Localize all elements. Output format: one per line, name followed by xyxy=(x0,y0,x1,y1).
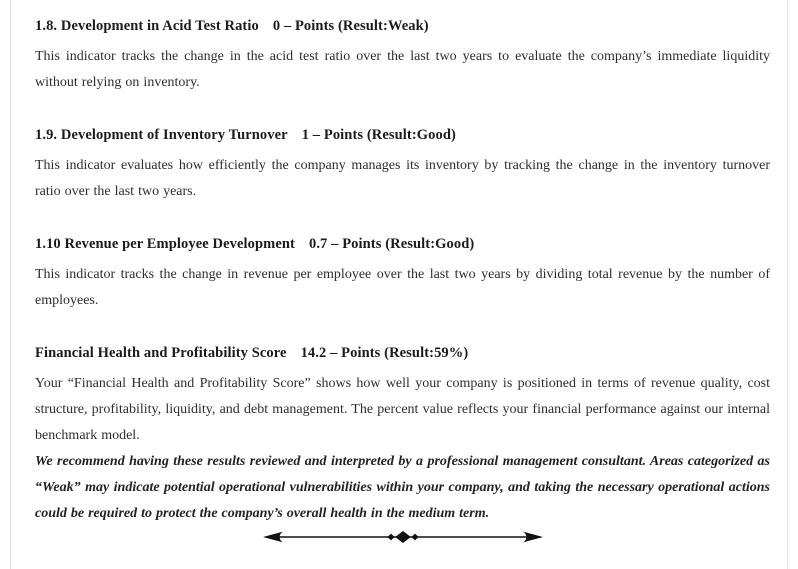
section-financial-health-score xyxy=(35,340,770,449)
section-title: 1.10 Revenue per Employee Development xyxy=(35,236,295,252)
section-title: 1.9. Development of Inventory Turnover xyxy=(35,127,288,143)
section-revenue-per-employee xyxy=(35,231,770,314)
section-description: This indicator evaluates how efficiently the company manages its inventory by tracking the change in the inventory turnover ratio over the last two years. xyxy=(35,158,770,199)
small-diamond-left xyxy=(387,534,394,541)
section-heading xyxy=(35,340,770,366)
section-heading xyxy=(35,13,770,39)
section-description: Your “Financial Health and Profitability Score” shows how well your company is positioned in terms of revenue quality, cost structure, profitability, liquidity, and debt management. The percent value reflects your financial performance against our internal benchmark model. xyxy=(35,376,770,443)
section-acid-test-ratio xyxy=(35,13,770,96)
section-title: 1.8. Development in Acid Test Ratio xyxy=(35,18,259,34)
section-points: 1 – Points (Result:Good) xyxy=(301,127,456,143)
small-diamond-right xyxy=(411,534,418,541)
section-title: Financial Health and Profitability Score xyxy=(35,345,287,361)
section-heading xyxy=(35,231,770,257)
section-points: 14.2 – Points (Result:59%) xyxy=(300,345,469,361)
section-inventory-turnover xyxy=(35,122,770,205)
recommendation-note: We recommend having these results reviewed and interpreted by a professional management consultant. Areas categorized as “Weak” may indicate potential operational vulnerabilities within your company, and taking the necessary operational actions could be required to protect the company’s overall health in the medium term. xyxy=(35,454,770,521)
section-description: This indicator tracks the change in the acid test ratio over the last two years to evaluate the company’s immediate liquidity without relying on inventory. xyxy=(35,49,770,90)
large-diamond-center xyxy=(395,531,411,543)
section-description: This indicator tracks the change in revenue per employee over the last two years by dividing total revenue by the number of employees. xyxy=(35,267,770,308)
section-points: 0 – Points (Result:Weak) xyxy=(272,18,429,34)
section-heading xyxy=(35,122,770,148)
diamond-separator-icon xyxy=(262,530,544,544)
section-points: 0.7 – Points (Result:Good) xyxy=(308,236,475,252)
report-page xyxy=(10,0,788,569)
ornamental-divider xyxy=(35,530,770,548)
